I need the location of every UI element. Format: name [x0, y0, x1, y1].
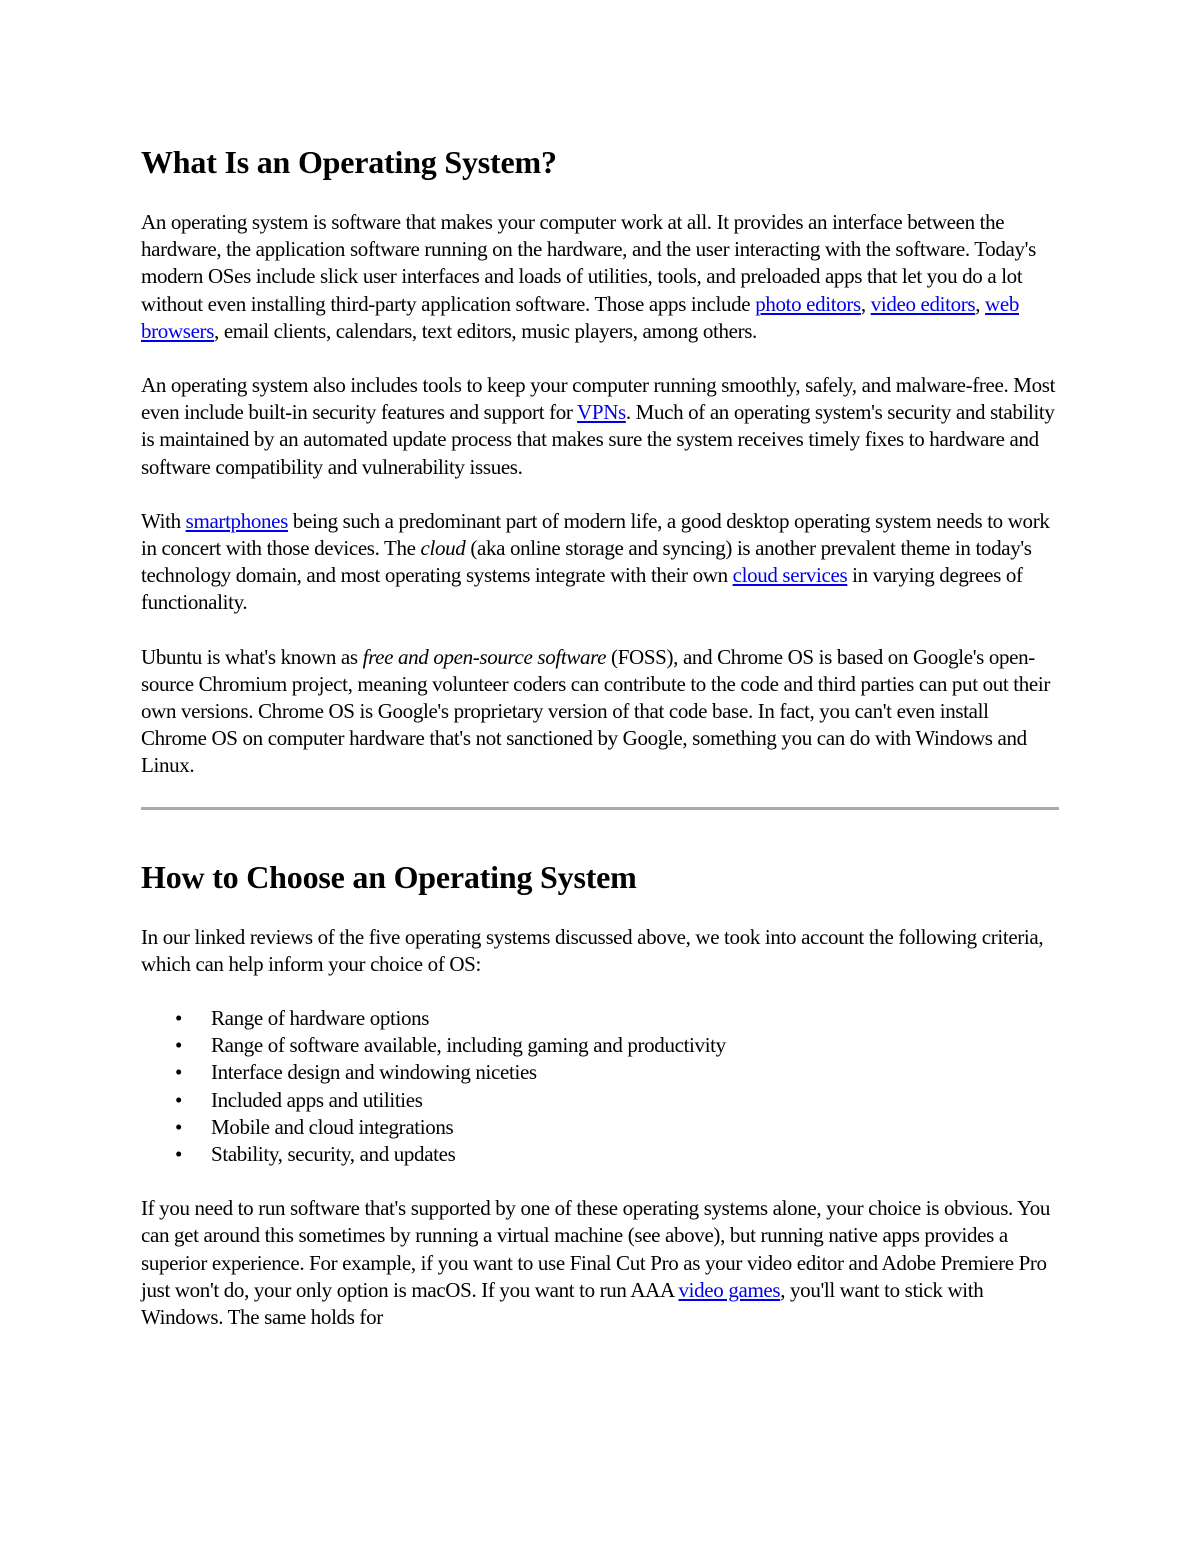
list-item: • Interface design and windowing niceties — [211, 1059, 1059, 1086]
text-run: in varying degrees of functionality. — [141, 563, 1023, 615]
section-heading-what-is-os: What Is an Operating System? — [141, 144, 557, 180]
link-cloud-services[interactable]: cloud services — [732, 563, 848, 588]
text-run: , — [860, 291, 871, 316]
paragraph-os-definition — [141, 209, 1059, 345]
paragraph-smartphones-cloud — [141, 508, 1059, 617]
list-item: • Range of hardware options — [211, 1005, 1059, 1032]
text-run: If you need to run software that's supported by one of these operating systems alone, your choice is obvious. You can get around this sometimes by running a virtual machine (see above), but running native apps provides a superior experience. For example, if you want to use Final Cut Pro as your video editor and Adobe Premiere Pro just won't do, your only option is macOS. If you want to run AAA — [141, 1196, 1051, 1302]
text-run: , you'll want to stick with Windows. The same holds for — [141, 1277, 984, 1330]
section-heading-how-to-choose: How to Choose an Operating System — [141, 858, 637, 895]
link-video-games[interactable]: video games — [678, 1277, 781, 1302]
link-vpns[interactable]: VPNs — [577, 400, 626, 425]
paragraph-os-tools — [141, 372, 1059, 481]
list-item: • Included apps and utilities — [211, 1087, 1059, 1114]
paragraph-criteria-intro: In our linked reviews of the five operating systems discussed above, we took into account the following criteria, which can help inform your choice of OS: — [141, 924, 1044, 976]
list-item: • Mobile and cloud integrations — [211, 1114, 1059, 1141]
text-run: . Much of an operating system's security and stability is maintained by an automated update process that makes sure the system receives timely fixes to hardware and software compatibility and vulnerability issues. — [141, 400, 1055, 479]
emphasis-foss: free and open-source software — [362, 644, 607, 669]
emphasis-cloud: cloud — [420, 536, 466, 561]
text-run: An operating system is software that makes your computer work at all. It provides an interface between the hardware, the application software running on the hardware, and the user interacting with the software. Today's modern OSes include slick user interfaces and loads of utilities, tools, and preloaded apps that let you do a lot without even installing third-party application software. Those apps include — [141, 210, 1036, 316]
text-run: being such a predominant part of modern life, a good desktop operating system needs to work in concert with those devices. The — [141, 508, 1050, 561]
paragraph-software-choice — [141, 1195, 1059, 1331]
text-run: With — [141, 508, 186, 533]
text-run: , email clients, calendars, text editors, music players, among others. — [214, 318, 757, 343]
text-run: (FOSS), and Chrome OS is based on Google's open-source Chromium project, meaning volunteer coders can contribute to the code and third parties can put out their own versions. Chrome OS is Google's proprietary version of that code base. In fact, you can't even install Chrome OS on computer hardware that's not sanctioned by Google, something you can do with Windows and Linux. — [141, 644, 1051, 778]
paragraph-foss-chrome-os — [141, 644, 1059, 780]
text-run: An operating system also includes tools to keep your computer running smoothly, safely, and malware-free. Most even include built-in security features and support for — [141, 373, 1056, 425]
list-item: • Range of software available, including gaming and productivity — [211, 1032, 1059, 1059]
text-run: (aka online storage and syncing) is another prevalent theme in today's technology domain, and most operating systems integrate with their own — [141, 536, 1032, 588]
text-run: Ubuntu is what's known as — [141, 644, 363, 669]
link-video-editors[interactable]: video editors — [870, 291, 976, 316]
list-item: • Stability, security, and updates — [211, 1141, 1059, 1168]
link-photo-editors[interactable]: photo editors — [755, 291, 861, 316]
document-page — [141, 138, 1059, 1358]
link-web-browsers[interactable]: web browsers — [141, 291, 1019, 343]
section-divider — [141, 807, 1059, 810]
criteria-list — [141, 1005, 1059, 1168]
link-smartphones[interactable]: smartphones — [185, 508, 288, 533]
text-run: , — [975, 291, 986, 316]
